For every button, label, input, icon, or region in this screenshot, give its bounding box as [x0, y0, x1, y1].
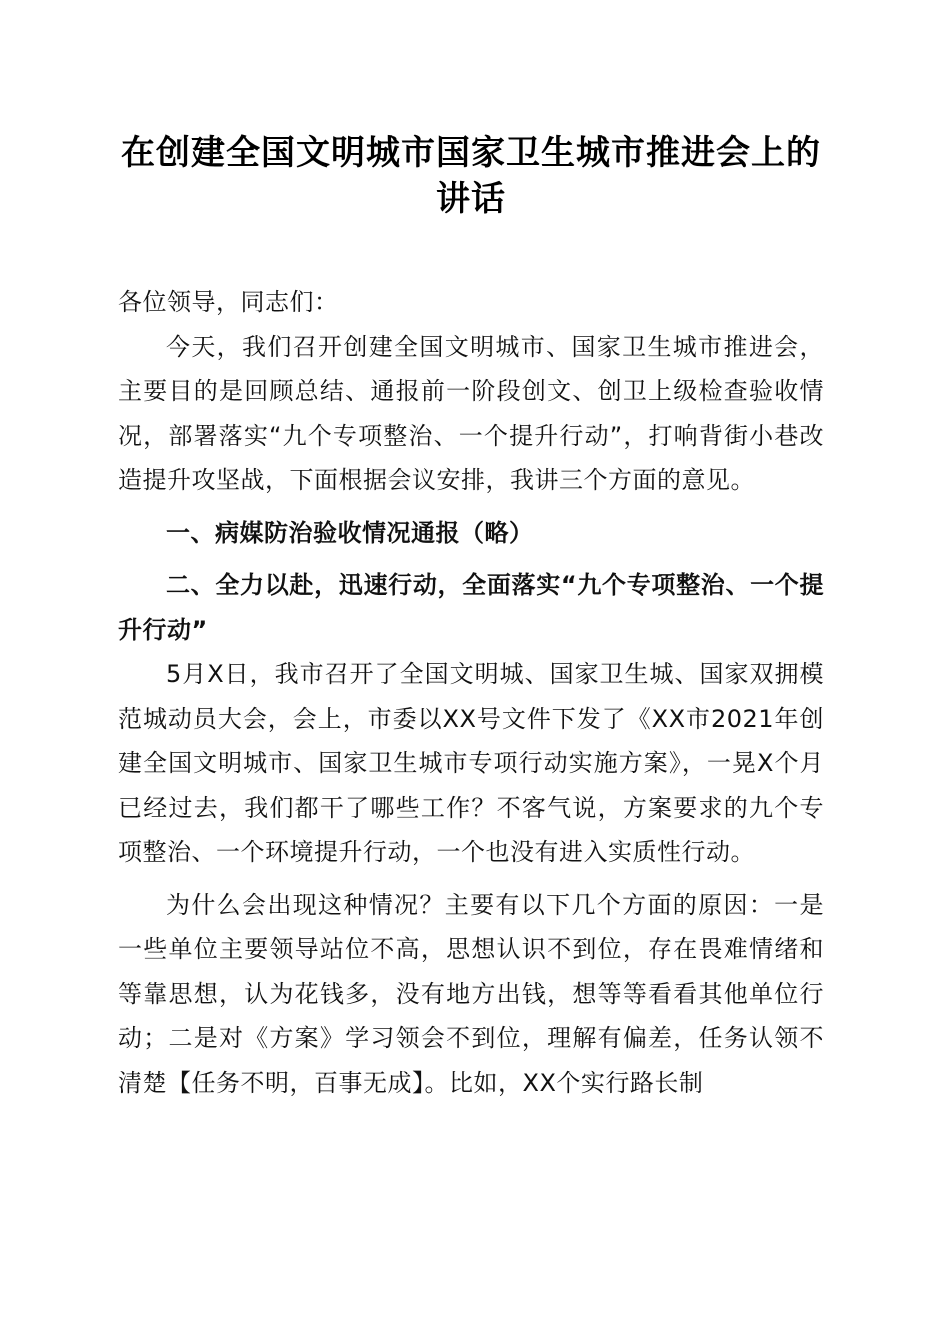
- section-heading-1: 一、病媒防治验收情况通报（略）: [166, 518, 534, 547]
- paragraph-reasons: 为什么会出现这种情况？主要有以下几个方面的原因：一是一些单位主要领导站位不高，思想认识不到位，存在畏难情绪和等靠思想，认为花钱多，没有地方出钱，想等等看看其他单位行动；二是对《方案》学习领会不到位，理解有偏差，任务认领不清楚【任务不明，百事无成】。比如，XX个实行路长制: [118, 890, 824, 1097]
- document-title: 在创建全国文明城市国家卫生城市推进会上的讲话: [121, 133, 821, 219]
- document-body: [118, 130, 824, 1105]
- paragraph-progress: 5月X日，我市召开了全国文明城、国家卫生城、国家双拥模范城动员大会，会上，市委以XX号文件下发了《XX市2021年创建全国文明城市、国家卫生城市专项行动实施方案》，一晃X个月已经过去，我们都干了哪些工作？不客气说，方案要求的九个专项整治、一个环境提升行动，一个也没有进入实质性行动。: [118, 660, 824, 866]
- paragraph-intro: 今天，我们召开创建全国文明城市、国家卫生城市推进会，主要目的是回顾总结、通报前一阶段创文、创卫上级检查验收情况，部署落实“九个专项整治、一个提升行动”，打响背街小巷改造提升攻坚战，下面根据会议安排，我讲三个方面的意见。: [118, 332, 824, 494]
- speech-content: [118, 280, 824, 1105]
- section-heading-2: 二、全力以赴，迅速行动，全面落实“九个专项整治、一个提升行动”: [118, 571, 824, 644]
- salutation: 各位领导，同志们：: [118, 288, 339, 316]
